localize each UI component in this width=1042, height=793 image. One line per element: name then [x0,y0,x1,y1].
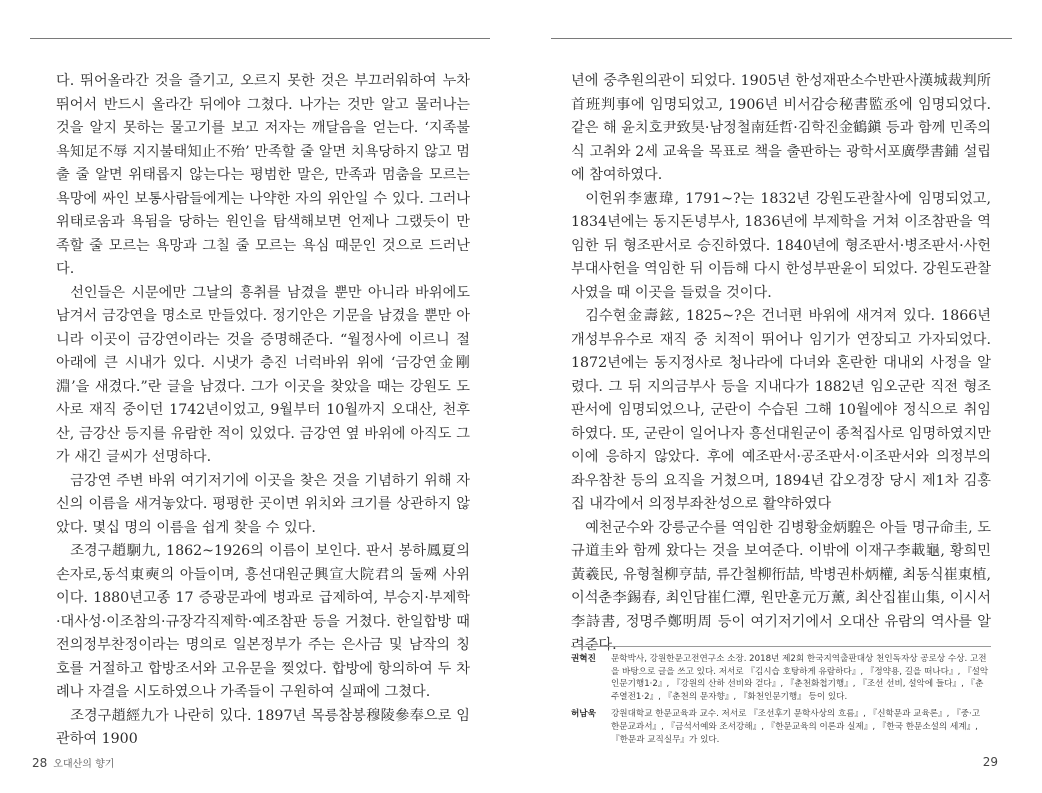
paragraph: 이헌위李憲瑋, 1791~?는 1832년 강원도관찰사에 임명되었고, 1834년에는 동지돈녕부사, 1836년에 부제학을 거쳐 이조참판을 역임한 뒤 형조판서로 승진하였다. 1840년에 형조판서·병조판서·사헌부대사헌을 역임한 뒤 이듬해 다시 한성부판윤이 되었다. 강원도관찰사였을 때 이곳을 들렀을 것이다. [571,190,991,301]
paragraph: 선인들은 시문에만 그날의 흥취를 남겼을 뿐만 아니라 바위에도 남겨서 금강연을 명소로 만들었다. 정기안은 기문을 남겼을 뿐만 아니라 이곳이 금강연이라는 것을 증명해준다. “월정사에 이르니 절 아래에 큰 시내가 있다. 시냇가 층진 너럭바위 위에 ‘금강연金剛淵’을 새겼다.”란 글을 남겼다. 그가 이곳을 찾았을 때는 강원도 도사로 재직 중이던 1742년이었고, 9월부터 10월까지 오대산, 천후산, 금강산 등지를 유람한 적이 있었다. 금강연 옆 바위에 아직도 그가 새긴 글씨가 선명하다. [56,284,470,465]
page-number: 29 [982,755,998,769]
paragraph: 금강연 주변 바위 여기저기에 이곳을 찾은 것을 기념하기 위해 자신의 이름을 새겨놓았다. 평평한 곳이면 위치와 크기를 상관하지 않았다. 몇십 명의 이름을 쉽게 찾을 수 있다. [56,472,470,536]
page-number: 28 [32,756,48,770]
left-page-body [56,70,470,752]
top-rule-left [30,38,490,39]
paragraph: 조경구趙駉九, 1862~1926의 이름이 보인다. 판서 봉하鳳夏의 손자로,동석東奭의 아들이며, 흥선대원군興宣大院君의 둘째 사위이다. 1880년고종 17 증광문과에 병과로 급제하여, 부승지·부제학·대사성·이조참의·규장각직제학·예조참판 등을 거쳤다. 한일합방 때 전의정부찬정이라는 명의로 일본정부가 주는 은사금 및 남작의 칭호를 거절하고 합방조서와 고유문을 찢었다. 합방에 항의하여 두 차례나 자결을 시도하였으나 가족들이 구원하여 실패에 그쳤다. [56,543,470,700]
paragraph: 김수현金壽鉉, 1825~?은 건너편 바위에 새겨져 있다. 1866년 개성부유수로 재직 중 치적이 뛰어나 임기가 연장되고 가자되었다. 1872년에는 동지정사로 청나라에 다녀와 혼란한 대내외 사정을 알렸다. 그 뒤 지의금부사 등을 지내다가 1882년 임오군란 직전 형조판서에 임명되었으나, 군란이 수습된 그해 10월에야 정식으로 취임하였다. 또, 군란이 일어나자 흥선대원군이 종척집사로 임명하였지만 이에 응하지 않았다. 후에 예조판서·공조판서·이조판서와 의정부의 좌우참찬 등의 요직을 거쳤으며, 1894년 갑오경장 당시 제1차 김홍집 내각에서 의정부좌찬성으로 활약하였다 [571,308,991,512]
right-page-body [571,70,991,658]
right-folio [983,755,998,769]
top-rule-right [551,38,1012,39]
left-folio [32,755,114,770]
paragraph: 년에 중추원의관이 되었다. 1905년 한성재판소수반판사漢城裁判所首班判事에 임명되었고, 1906년 비서감승秘書監丞에 임명되었다. 같은 해 윤치호尹致昊·남정철南廷哲·김학진金鶴鎭 등과 함께 민족의식 고취와 2세 교육을 목표로 책을 출판하는 광학서포廣學書鋪 설립에 참여하였다. [571,73,991,183]
paragraph: 예천군수와 강릉군수를 역임한 김병황金炳騜은 아들 명규命圭, 도규道圭와 함께 왔다는 것을 보여준다. 이밖에 이재구李載龜, 황희민黃羲民, 유형철柳亨喆, 류간철柳衎喆, 박병권朴炳權, 최동식崔東植, 이석춘李錫春, 최인담崔仁潭, 원만훈元万薰, 최산집崔山集, 이시서李詩書, 정명주鄭明周 등이 여기저기에서 오대산 유람의 역사를 알려준다. [571,519,991,653]
author-note [571,653,991,703]
author-name: 권혁진 [571,654,596,664]
author-bio: 강원대학교 한문교육과 교수. 저서로 『조선후기 문학사상의 흐름』, 『신학문과 교육론』, 『중·고 한문교과서』, 『금석서예와 조서강해』, 『한문교육의 이론과 실제』, 『한국 한문소설의 세계』, 『한문과 교직실무』가 있다. [611,709,981,745]
author-name: 허남욱 [571,709,596,720]
paragraph: 조경구趙經九가 나란히 있다. 1897년 목릉참봉穆陵參奉으로 임관하여 1900 [56,707,470,747]
author-bio: 문학박사, 강원한문고전연구소 소장. 2018년 제2회 한국지역출판대상 천인독자상 공로상 수상. 고전을 바탕으로 글을 쓰고 있다. 저서로 『김시습 호탕하게 유람하다』, 『정약용, 길을 떠나다』, 『설악인문기행1·2』, 『강원의 산하 선비와 걷다』, 『춘천화첩기행』, 『조선 선비, 설악에 들다』, 『춘주열전1·2』, 『춘천의 문자향』, 『화천인문기행』 등이 있다. [611,654,989,702]
running-title: 오대산의 향기 [53,759,115,770]
paragraph: 다. 뛰어올라간 것을 즐기고, 오르지 못한 것은 부끄러워하여 누차 뛰어서 반드시 올라간 뒤에야 그쳤다. 나가는 것만 알고 물러나는 것을 알지 못하는 물고기를 보고 저자는 깨달음을 얻는다. ‘지족불욕知足不辱 지지불태知止不殆’ 만족할 줄 알면 치욕당하지 않고 멈출 줄 알면 위태롭지 않는다는 평범한 말은, 만족과 멈춤을 모르는 욕망에 싸인 보통사람들에게는 나약한 자의 위안일 수 있다. 그러나 위태로움과 욕됨을 당하는 원인을 탐색해보면 언제나 그랬듯이 만족할 줄 모르는 욕망과 그칠 줄 모르는 욕심 때문인 것으로 드러난다. [56,73,470,277]
author-notes [571,646,991,751]
author-note [571,708,991,746]
